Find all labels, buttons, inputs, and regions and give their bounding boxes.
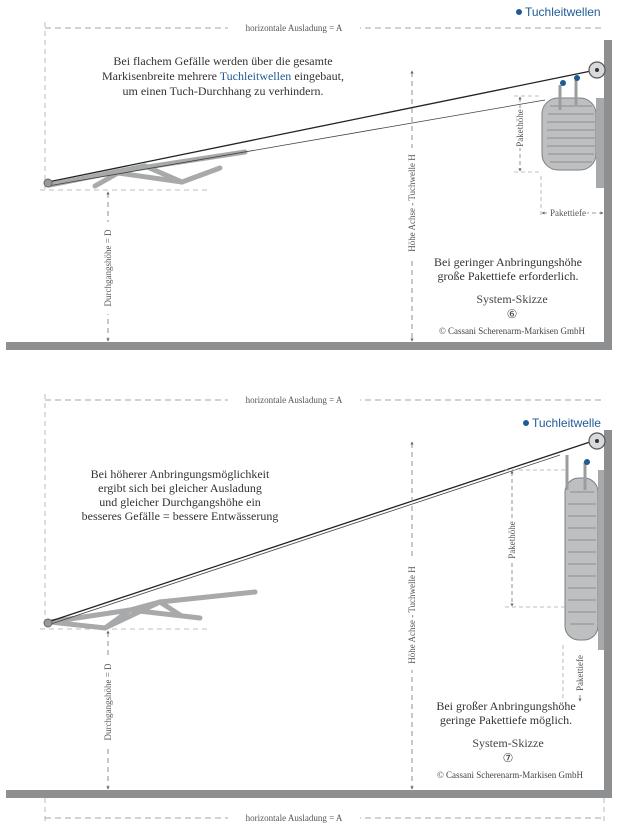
- wall: [604, 40, 612, 350]
- skizze-label: System-Skizze: [476, 292, 548, 306]
- note-line-4: besseres Gefälle = bessere Entwässerung: [81, 509, 279, 523]
- legend-label: Tuchleitwellen: [525, 5, 601, 19]
- dim-a-label: horizontale Ausladung = A: [245, 395, 343, 405]
- note-line-2: Markisenbreite mehrere Tuchleitwellen eingebaut,: [102, 69, 344, 83]
- dim-d-label: Durchgangshöhe = D: [103, 229, 113, 307]
- note-line-3: um einen Tuch-Durchhang zu verhindern.: [122, 84, 324, 98]
- ground: [6, 342, 612, 350]
- legend-label: Tuchleitwelle: [532, 416, 601, 430]
- legend-dot-icon: [516, 9, 522, 15]
- package-height-label: Pakethöhe: [507, 521, 517, 559]
- package-depth-label: Pakettiefe: [550, 208, 586, 218]
- folded-package: [542, 80, 604, 188]
- guide-roller-icon: [584, 459, 590, 465]
- info-line-1: Bei großer Anbringungshöhe: [436, 699, 576, 713]
- skizze-label: System-Skizze: [472, 736, 544, 750]
- package-depth-label: Pakettiefe: [575, 655, 585, 691]
- ground: [6, 790, 612, 798]
- note-line-2: ergibt sich bei gleicher Ausladung: [98, 481, 262, 495]
- dim-a-label: horizontale Ausladung = A: [245, 23, 343, 33]
- dim-h-label: Höhe Achse - Tuchwelle H: [407, 154, 417, 252]
- info-line-2: geringe Pakettiefe möglich.: [439, 713, 573, 727]
- front-profile: [44, 619, 52, 627]
- note-line-1: Bei flachem Gefälle werden über die gesamte: [113, 54, 333, 68]
- guide-roller-icon: [574, 75, 580, 81]
- dim-d-label: Durchgangshöhe = D: [103, 663, 113, 741]
- package-height-label: Pakethöhe: [515, 109, 525, 147]
- fabric-lower: [48, 100, 545, 186]
- wall: [604, 430, 612, 798]
- legend-dot-icon: [523, 420, 529, 426]
- dim-a-bottom-label: horizontale Ausladung = A: [245, 813, 343, 823]
- copyright: © Cassani Scherenarm-Markisen GmbH: [438, 326, 586, 336]
- note-line-1: Bei höherer Anbringungsmöglichkeit: [90, 467, 270, 481]
- info-line-1: Bei geringer Anbringungshöhe: [434, 255, 582, 269]
- sketch-6: [6, 5, 612, 350]
- skizze-number: ⑥: [506, 307, 518, 321]
- dim-h-label: Höhe Achse - Tuchwelle H: [407, 566, 417, 664]
- scissor-arm: [50, 592, 255, 628]
- guide-roller-icon: [560, 80, 566, 86]
- sketch-7: [6, 393, 612, 825]
- skizze-number: ⑦: [502, 751, 514, 765]
- note-line-3: und gleicher Durchgangshöhe ein: [99, 495, 261, 509]
- info-line-2: große Pakettiefe erforderlich.: [437, 269, 579, 283]
- folded-package: [565, 455, 604, 650]
- front-profile: [44, 179, 52, 187]
- copyright: © Cassani Scherenarm-Markisen GmbH: [436, 770, 584, 780]
